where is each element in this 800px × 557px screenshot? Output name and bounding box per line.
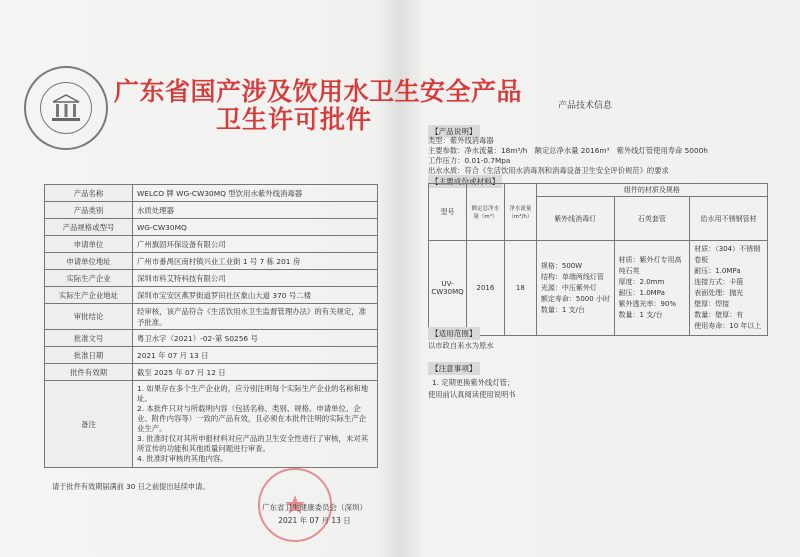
spec-line: 壁厚：焊接 — [694, 300, 730, 308]
col-head-steel: 给水用不锈钢管材 — [690, 197, 768, 241]
col-head-quartz: 石英套管 — [614, 197, 690, 241]
spec-line: 结构：单端两线灯管 — [540, 272, 604, 281]
spec-line: 表面处理：抛光 — [694, 289, 744, 297]
row-label: 实际生产企业 — [45, 270, 133, 287]
table-row — [45, 236, 378, 253]
table-row — [45, 185, 378, 202]
row-value: WG-CW30MQ — [133, 219, 378, 236]
table-row — [45, 287, 378, 304]
row-value: 深圳市宝安区燕罗街道罗田社区象山大道 370 号二楼 — [133, 287, 378, 304]
row-label: 产品规格或型号 — [45, 219, 133, 236]
table-row — [45, 202, 378, 219]
spec-line: 使用寿命：10 年以上 — [694, 322, 762, 330]
note-item: 2. 本批件只对与所载明内容（包括名称、类别、规格、申请单位、企业、附件内容等）一致的产品有效，且必须在本批件注明的实际生产企业生产。 — [137, 404, 367, 433]
table-row — [45, 364, 378, 381]
spec-line: 厚度：2.0mm — [618, 278, 665, 286]
row-value: 广州旗固环保设备有限公司 — [133, 236, 378, 253]
section-head-cautions: 【注意事项】 — [428, 362, 480, 375]
row-value: WELCO 牌 WG-CW30MQ 型饮用水紫外线消毒器 — [133, 185, 378, 202]
row-label: 申请单位 — [45, 236, 133, 253]
page-title-line1: 广东省国产涉及饮用水卫生安全产品 — [114, 77, 523, 106]
table-row — [45, 347, 378, 364]
note-item: 3. 批准时仅对其所申报材料对应产品的卫生安全性进行了审核，未对其所宣传的功能和其他质量问题进行审查。 — [137, 434, 369, 453]
row-value: 粤卫水字（2021）-02-第 S0256 号 — [133, 330, 378, 347]
cell-uv-spec — [536, 241, 614, 336]
spec-line: 数量：1 支/台 — [540, 305, 585, 314]
association-seal-logo — [24, 66, 108, 150]
section-head-materials: 【主要成份或材料】 — [428, 175, 502, 188]
cell-flow: 18 — [504, 241, 536, 336]
spec-line: 连接方式：卡箍 — [694, 278, 744, 286]
spec-line: 额定寿命：5000 小时 — [540, 294, 610, 303]
row-value: 水质处理器 — [133, 202, 378, 219]
table-row — [45, 330, 378, 347]
row-label: 批件有效期 — [45, 364, 133, 381]
table-row — [45, 304, 378, 330]
spec-line: 数量：1 支/台 — [618, 311, 663, 319]
row-label: 批准文号 — [45, 330, 133, 347]
signoff — [262, 502, 367, 526]
row-label: 产品名称 — [45, 185, 133, 202]
issuing-authority: 广东省卫生健康委员会（深圳） — [262, 503, 367, 512]
table-row — [45, 270, 378, 287]
desc-line-pressure: 工作压力：0.01-0.7Mpa — [428, 156, 511, 165]
notes-row — [45, 381, 378, 468]
row-label: 批准日期 — [45, 347, 133, 364]
spec-line: 材质：紫外灯专用高纯石英 — [618, 256, 682, 275]
spec-line: 材质：（304）不锈钢卷板 — [694, 245, 761, 264]
spec-line: 规格：500W — [540, 261, 583, 270]
section-head-description: 【产品说明】 — [428, 125, 480, 138]
materials-table — [428, 183, 768, 336]
notes-content — [133, 381, 378, 468]
caution-line-2: 使用前认真阅读使用说明书 — [428, 390, 516, 399]
row-label: 产品类别 — [45, 202, 133, 219]
spec-line: 光源：中压紫外灯 — [540, 283, 597, 292]
issue-date: 2021 年 07 月 13 日 — [278, 516, 351, 525]
row-label: 审批结论 — [45, 304, 133, 330]
col-head-flow: 净水流量（m³/h） — [504, 184, 536, 241]
product-info-title: 产品技术信息 — [558, 101, 613, 111]
cell-model: UV-CW30MQ — [429, 241, 467, 336]
col-head-uv: 紫外线消毒灯 — [536, 197, 614, 241]
note-item: 4. 批准时审核的其他内容。 — [137, 454, 228, 463]
col-head-model: 型号 — [429, 184, 467, 241]
table-row — [45, 219, 378, 236]
table-row — [45, 253, 378, 270]
col-head-rated: 额定总净水量（m³） — [466, 184, 504, 241]
row-value: 2021 年 07 月 13 日 — [133, 347, 378, 364]
row-label: 实际生产企业地址 — [45, 287, 133, 304]
notes-label: 备注 — [45, 381, 133, 468]
row-value: 深圳市科艾特科技有限公司 — [133, 270, 378, 287]
spec-line: 紫外透光率：90% — [618, 300, 677, 308]
row-label: 申请单位地址 — [45, 253, 133, 270]
row-value: 截至 2025 年 07 月 12 日 — [133, 364, 378, 381]
footnote: 请于批件有效期届满前 30 日之前提出延续申请。 — [52, 482, 210, 491]
spec-line: 耐压：1.0MPa — [694, 267, 741, 275]
note-item: 1. 如果存在多个生产企业的，应分别注明每个实际生产企业的名称和地址。 — [137, 384, 369, 403]
row-value: 经审核，该产品符合《生活饮用水卫生监督管理办法》的有关规定，准予批准。 — [133, 304, 378, 330]
desc-line-quality: 出水水质：符合《生活饮用水消毒剂和消毒设备卫生安全评价规范》的要求 — [428, 166, 669, 175]
caution-line-1: 1. 定期更换紫外线灯管； — [432, 378, 515, 387]
spec-line: 耐压：1.0MPa — [618, 289, 665, 297]
col-head-group: 组件的材质及规格 — [536, 184, 767, 197]
section-head-applicable: 【适用范围】 — [428, 327, 480, 340]
seal-emblem-icon — [40, 82, 92, 134]
desc-line-type: 类型：紫外线消毒器 — [428, 136, 494, 145]
applicable-text: 以市政自来水为原水 — [428, 341, 494, 350]
cell-rated: 2016 — [466, 241, 504, 336]
desc-line-params: 主要参数：净水流量：18m³/h 额定总净水量 2016m³ 紫外线灯管使用寿命 5000h — [428, 146, 708, 155]
spec-line: 数量：壁厚：有 — [694, 311, 744, 319]
page-title-line2: 卫生许可批件 — [216, 105, 373, 134]
row-value: 广州市番禺区南村镇兴业工业街 1 号 7 栋 201 房 — [133, 253, 378, 270]
cell-steel-spec — [690, 241, 768, 336]
approval-table — [44, 184, 378, 468]
cell-quartz-spec — [614, 241, 690, 336]
